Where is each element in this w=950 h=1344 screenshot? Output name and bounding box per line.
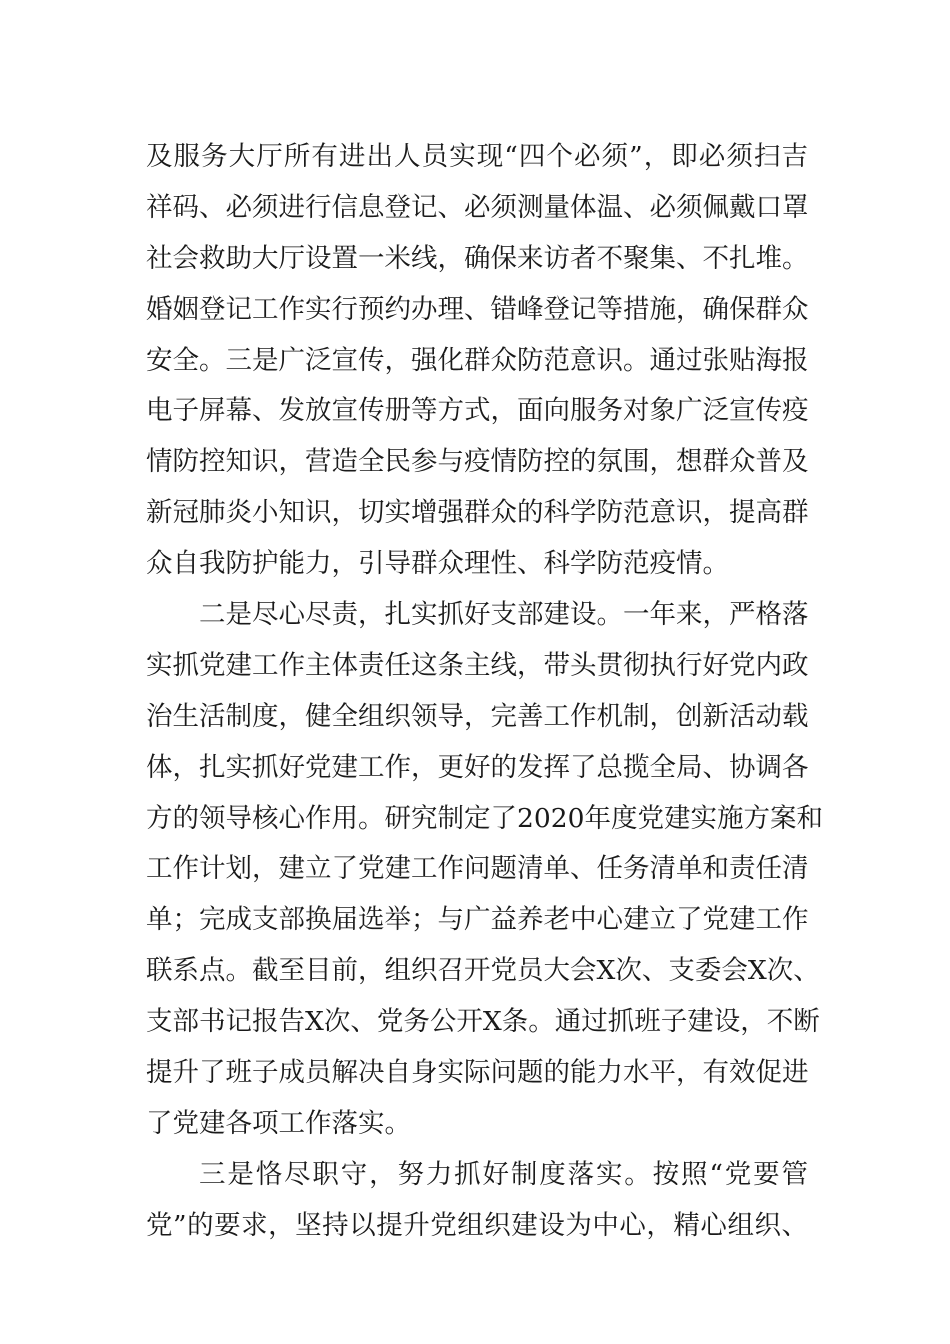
text-line: 体，扎实抓好党建工作，更好的发挥了总揽全局、协调各 [146,751,809,783]
text-line: 婚姻登记工作实行预约办理、错峰登记等措施，确保群众 [146,293,809,325]
text-line: 电子屏幕、发放宣传册等方式，面向服务对象广泛宣传疫 [146,395,809,427]
text-line: 工作计划，建立了党建工作问题清单、任务清单和责任清 [146,853,809,885]
paragraph-start-line: 三是恪尽职守，努力抓好制度落实。按照“党要管 [199,1158,808,1190]
text-line: 及服务大厅所有进出人员实现“四个必须”，即必须扫吉 [146,141,808,172]
text-line: 安全。三是广泛宣传，强化群众防范意识。通过张贴海报 [146,344,809,376]
text-line: 方的领导核心作用。研究制定了2020年度党建实施方案和 [146,802,823,834]
body-text [146,132,823,1252]
text-line: 提升了班子成员解决自身实际问题的能力水平，有效促进 [146,1057,809,1089]
text-line: 单；完成支部换届选举；与广益养老中心建立了党建工作 [146,904,809,936]
text-line: 支部书记报告X次、党务公开X条。通过抓班子建设，不断 [146,1006,820,1038]
text-line: 社会救助大厅设置一米线，确保来访者不聚集、不扎堆。 [146,242,809,274]
text-line: 新冠肺炎小知识，切实增强群众的科学防范意识，提高群 [146,497,809,529]
text-line: 祥码、必须进行信息登记、必须测量体温、必须佩戴口罩 [146,191,809,223]
text-line: 党”的要求，坚持以提升党组织建设为中心，精心组织、 [146,1209,808,1241]
text-line: 治生活制度，健全组织领导，完善工作机制，创新活动载 [146,700,809,732]
text-line: 实抓党建工作主体责任这条主线，带头贯彻执行好党内政 [146,649,809,681]
text-line: 众自我防护能力，引导群众理性、科学防范疫情。 [146,548,729,580]
text-line: 情防控知识，营造全民参与疫情防控的氛围，想群众普及 [146,446,809,478]
text-line: 联系点。截至目前，组织召开党员大会X次、支委会X次、 [146,955,820,987]
text-line: 了党建各项工作落实。 [146,1107,411,1139]
paragraph-start-line: 二是尽心尽责，扎实抓好支部建设。一年来，严格落 [199,599,809,631]
